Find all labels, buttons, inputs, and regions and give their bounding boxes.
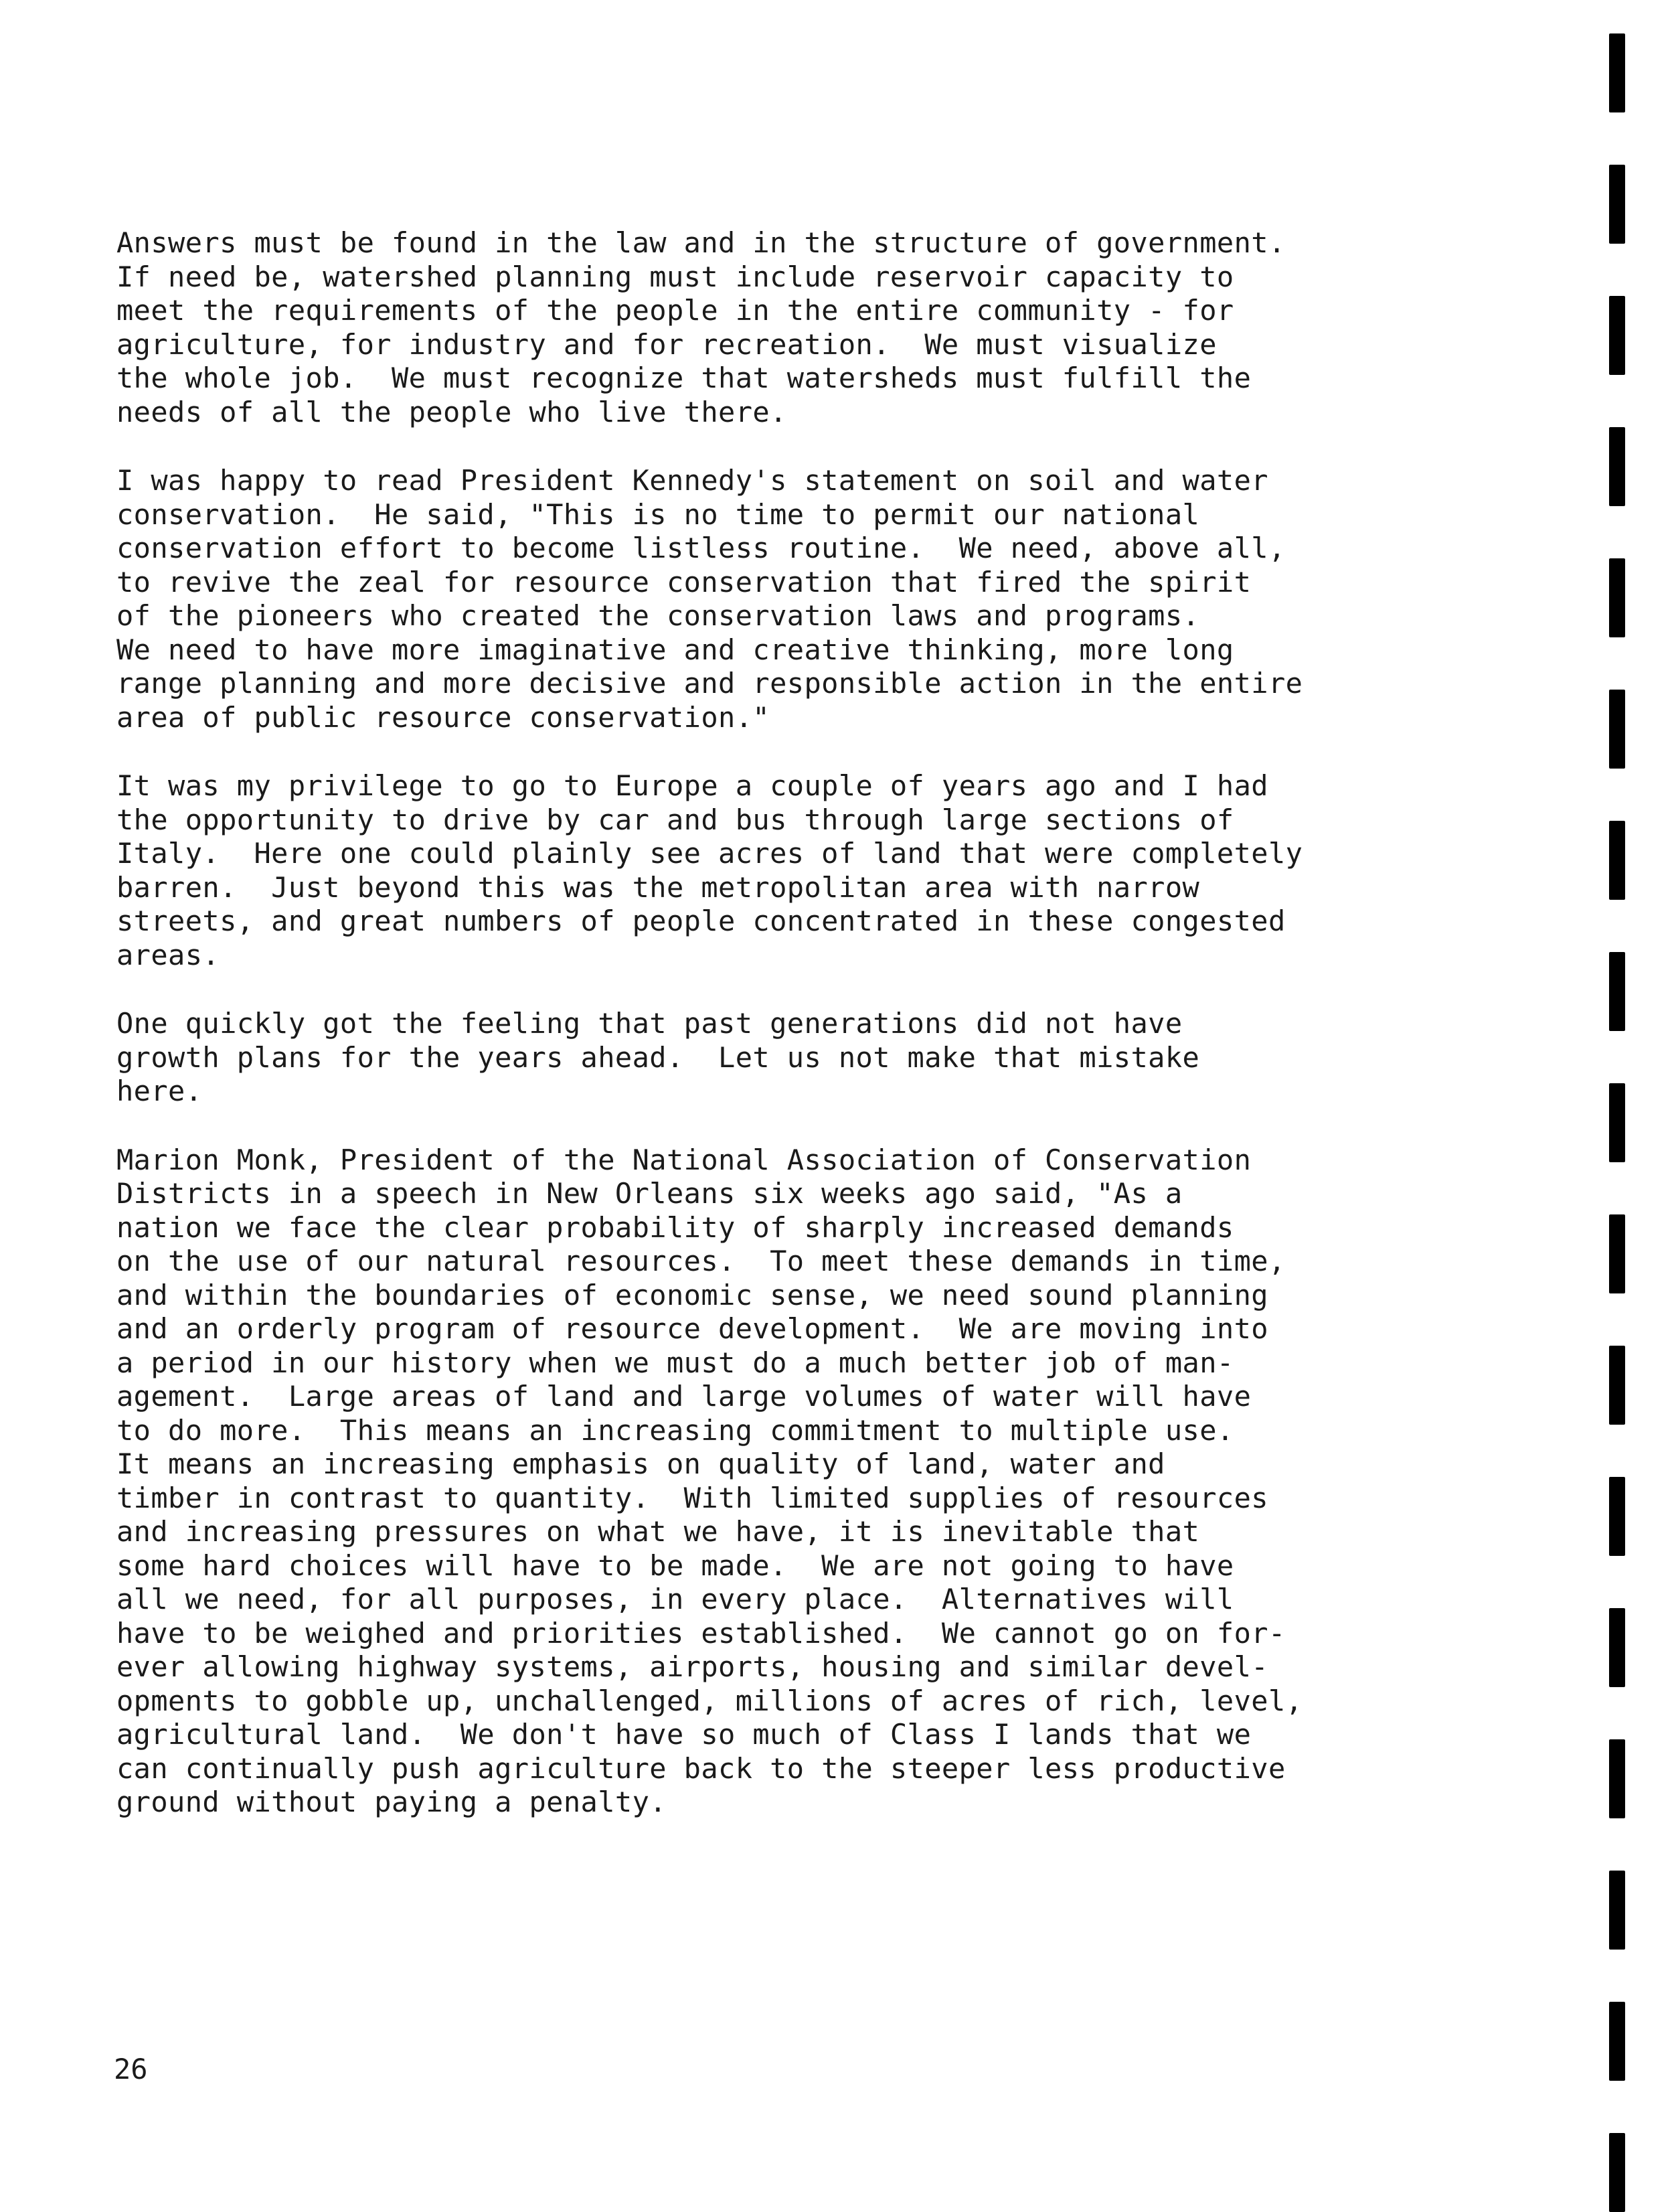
binding-hole xyxy=(1609,690,1625,769)
text-line: ever allowing highway systems, airports, housing and similar devel- xyxy=(116,1650,1268,1683)
text-line: streets, and great numbers of people concentrated in these congested xyxy=(116,904,1286,937)
text-line: barren. Just beyond this was the metropolitan area with narrow xyxy=(116,870,1200,904)
binding-hole xyxy=(1609,1477,1625,1556)
binding-hole xyxy=(1609,1346,1625,1425)
text-line: If need be, watershed planning must include reservoir capacity to xyxy=(116,260,1234,293)
text-line: meet the requirements of the people in the entire community - for xyxy=(116,294,1234,327)
paragraph xyxy=(116,1007,1509,1109)
text-line: have to be weighed and priorities established. We cannot go on for- xyxy=(116,1616,1286,1650)
text-line: agricultural land. We don't have so much of Class I lands that we xyxy=(116,1718,1252,1751)
binding-hole xyxy=(1609,427,1625,506)
binding-strip xyxy=(1609,0,1636,2191)
binding-hole xyxy=(1609,1608,1625,1687)
text-line: growth plans for the years ahead. Let us not make that mistake xyxy=(116,1040,1200,1074)
text-line: conservation effort to become listless routine. We need, above all, xyxy=(116,532,1286,564)
text-line: It was my privilege to go to Europe a couple of years ago and I had xyxy=(116,769,1268,802)
text-line: areas. xyxy=(116,938,220,971)
binding-hole xyxy=(1609,952,1625,1031)
text-line: and increasing pressures on what we have, it is inevitable that xyxy=(116,1515,1200,1548)
text-line: It means an increasing emphasis on quality of land, water and xyxy=(116,1447,1165,1480)
text-line: the opportunity to drive by car and bus through large sections of xyxy=(116,803,1234,836)
paragraph xyxy=(116,226,1509,429)
text-line: I was happy to read President Kennedy's statement on soil and water xyxy=(116,464,1268,497)
text-line: Answers must be found in the law and in the structure of government. xyxy=(116,226,1286,259)
page-number: 26 xyxy=(114,2053,148,2085)
binding-hole xyxy=(1609,1739,1625,1818)
text-line: and within the boundaries of economic sense, we need sound planning xyxy=(116,1278,1268,1312)
text-line: to revive the zeal for resource conservation that fired the spirit xyxy=(116,565,1252,599)
text-line: timber in contrast to quantity. With limited supplies of resources xyxy=(116,1481,1268,1514)
paragraph xyxy=(116,1143,1509,1820)
binding-hole xyxy=(1609,1083,1625,1162)
text-line: Districts in a speech in New Orleans six weeks ago said, "As a xyxy=(116,1177,1183,1210)
binding-hole xyxy=(1609,165,1625,244)
text-line: We need to have more imaginative and creative thinking, more long xyxy=(116,633,1234,666)
text-line: conservation. He said, "This is no time to permit our national xyxy=(116,497,1200,531)
text-line: area of public resource conservation." xyxy=(116,700,770,734)
text-line: nation we face the clear probability of sharply increased demands xyxy=(116,1210,1234,1244)
binding-hole xyxy=(1609,1871,1625,1950)
text-line: range planning and more decisive and responsible action in the entire xyxy=(116,667,1303,700)
text-line: a period in our history when we must do a much better job of man- xyxy=(116,1346,1234,1379)
body-text xyxy=(116,226,1509,1854)
paragraph xyxy=(116,769,1509,972)
text-line: can continually push agriculture back to the steeper less productive xyxy=(116,1751,1286,1785)
text-line: to do more. This means an increasing commitment to multiple use. xyxy=(116,1413,1234,1447)
binding-hole xyxy=(1609,33,1625,112)
binding-hole xyxy=(1609,2133,1625,2212)
text-line: here. xyxy=(116,1075,203,1107)
binding-hole xyxy=(1609,558,1625,637)
binding-hole xyxy=(1609,296,1625,375)
text-line: Marion Monk, President of the National Association of Conservation xyxy=(116,1143,1252,1176)
binding-hole xyxy=(1609,2002,1625,2081)
text-line: ground without paying a penalty. xyxy=(116,1786,667,1818)
binding-hole xyxy=(1609,1214,1625,1293)
text-line: agement. Large areas of land and large volumes of water will have xyxy=(116,1380,1252,1413)
text-line: some hard choices will have to be made. We are not going to have xyxy=(116,1549,1234,1582)
text-line: One quickly got the feeling that past generations did not have xyxy=(116,1007,1183,1040)
text-line: opments to gobble up, unchallenged, millions of acres of rich, level, xyxy=(116,1684,1303,1717)
text-line: and an orderly program of resource development. We are moving into xyxy=(116,1312,1268,1345)
text-line: all we need, for all purposes, in every place. Alternatives will xyxy=(116,1583,1234,1615)
text-line: on the use of our natural resources. To meet these demands in time, xyxy=(116,1245,1286,1277)
text-line: of the pioneers who created the conservation laws and programs. xyxy=(116,599,1200,632)
binding-hole xyxy=(1609,821,1625,900)
text-line: the whole job. We must recognize that watersheds must fulfill the xyxy=(116,362,1252,394)
text-line: needs of all the people who live there. xyxy=(116,395,787,428)
paragraph xyxy=(116,464,1509,734)
text-line: Italy. Here one could plainly see acres of land that were completely xyxy=(116,837,1303,870)
text-line: agriculture, for industry and for recreation. We must visualize xyxy=(116,327,1217,361)
